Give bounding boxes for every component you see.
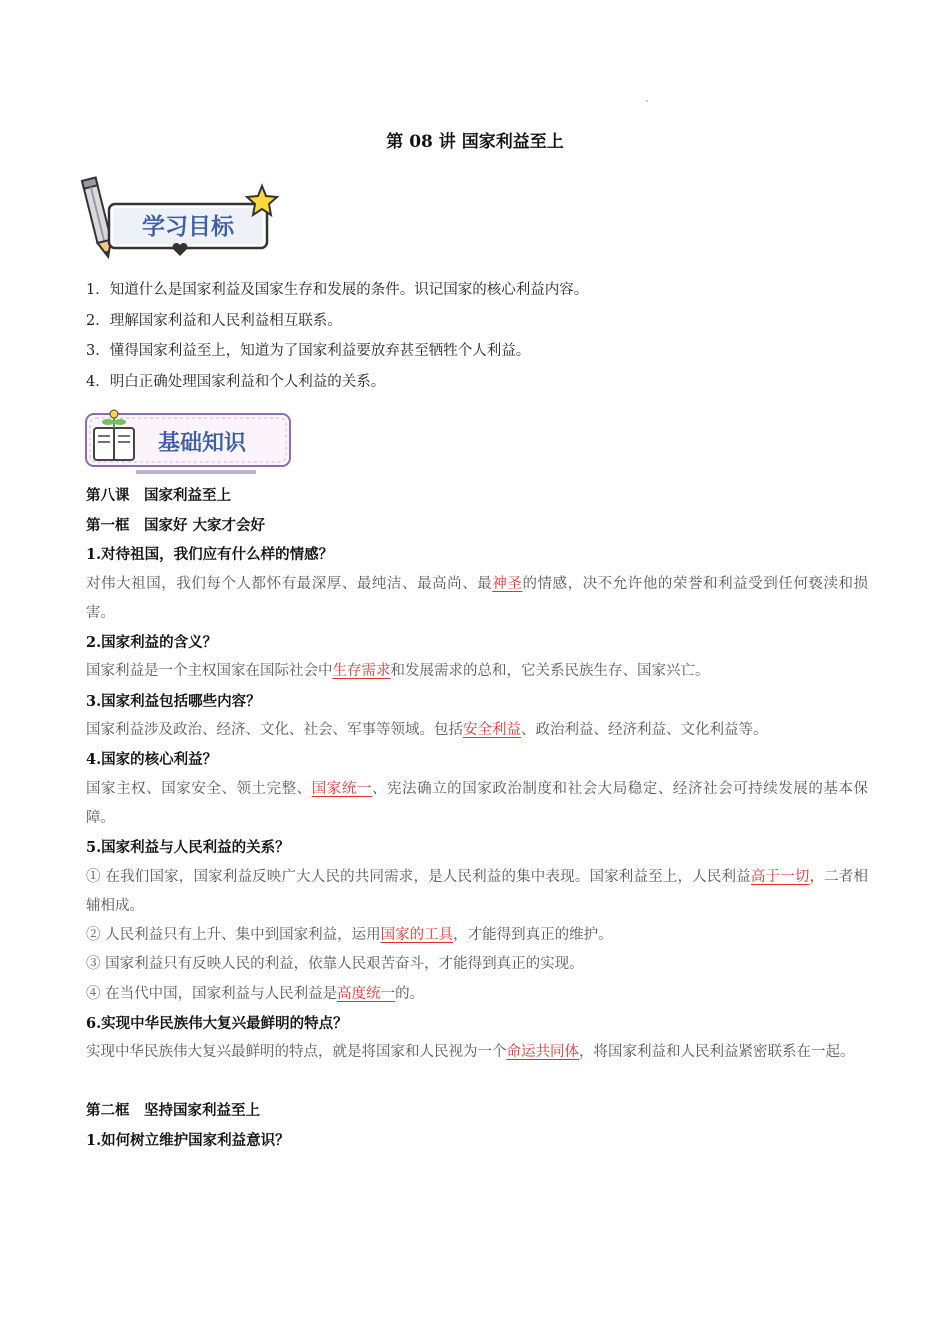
answer-text: 对伟大祖国，我们每个人都怀有最深厚、最纯洁、最高尚、最神圣的情感，决不允许他的荣誉和利益受到任何亵渎和损害。 (86, 575, 869, 621)
knowledge-content (86, 481, 868, 1155)
goal-item: 2．理解国家利益和人民利益相互联系。 (86, 312, 342, 329)
goal-list (86, 275, 876, 397)
lesson-heading: 第八课 国家利益至上 (86, 487, 231, 504)
key-term: 神圣 (492, 575, 523, 592)
goal-item: 1．知道什么是国家利益及国家生存和发展的条件。识记国家的核心利益内容。 (86, 282, 589, 298)
key-term: 生存需求 (332, 663, 391, 680)
question-heading: 3.国家利益包括哪些内容？ (86, 692, 261, 710)
answer-text: 实现中华民族伟大复兴最鲜明的特点，就是将国家和人民视为一个命运共同体，将国家利益和人民利益紧密联系在一起。 (86, 1044, 855, 1061)
svg-text:基础知识: 基础知识 (157, 431, 247, 456)
goal-item: 3．懂得国家利益至上，知道为了国家利益要放弃甚至牺牲个人利益。 (86, 343, 531, 360)
key-term: 高度统一 (337, 985, 396, 1002)
svg-text:学习目标: 学习目标 (142, 214, 234, 240)
frame-heading: 第一框 国家好 大家才会好 (86, 516, 266, 534)
answer-text: 国家利益涉及政治、经济、文化、社会、军事等领域。包括安全利益、政治利益、经济利益、文化利益等。 (86, 722, 768, 739)
question-heading: 2.国家利益的含义？ (86, 633, 218, 651)
question-heading: 1.对待祖国，我们应有什么样的情感？ (86, 546, 334, 563)
key-term: 国家的工具 (380, 927, 454, 944)
answer-text: ④ 在当代中国，国家利益与人民利益是高度统一的。 (86, 985, 425, 1002)
answer-text: ① 在我们国家，国家利益反映广大人民的共同需求，是人民利益的集中表现。国家利益至上，人民利益高于一切，二者相辅相成。 (86, 868, 869, 914)
question-heading: 5.国家利益与人民利益的关系？ (86, 839, 290, 857)
answer-text: ③ 国家利益只有反映人民的利益，依靠人民艰苦奋斗，才能得到真正的实现。 (86, 956, 584, 973)
question-heading: 1.如何树立维护国家利益意识？ (86, 1131, 290, 1149)
basic-knowledge-badge (84, 408, 294, 480)
question-heading: 6.实现中华民族伟大复兴最鲜明的特点？ (86, 1014, 348, 1032)
key-term: 安全利益 (463, 722, 521, 739)
key-term: 国家统一 (311, 780, 372, 797)
goal-item: 4．明白正确处理国家利益和个人利益的关系。 (86, 373, 386, 390)
key-term: 高于一切 (750, 868, 810, 885)
learning-goals-badge (80, 172, 280, 262)
answer-text: ② 人民利益只有上升、集中到国家利益，运用国家的工具，才能得到真正的维护。 (86, 927, 613, 944)
answer-text: 国家主权、国家安全、领土完整、国家统一、宪法确立的国家政治制度和社会大局稳定、经济社会可持续发展的基本保障。 (86, 780, 869, 827)
key-term: 命运共同体 (506, 1044, 579, 1061)
answer-text: 国家利益是一个主权国家在国际社会中生存需求和发展需求的总和，它关系民族生存、国家兴亡。 (86, 663, 710, 680)
question-heading: 4.国家的核心利益？ (86, 751, 218, 769)
page-title: 第 08 讲 国家利益至上 (386, 132, 564, 152)
frame-heading: 第二框 坚持国家利益至上 (86, 1102, 260, 1120)
speck (646, 100, 648, 102)
